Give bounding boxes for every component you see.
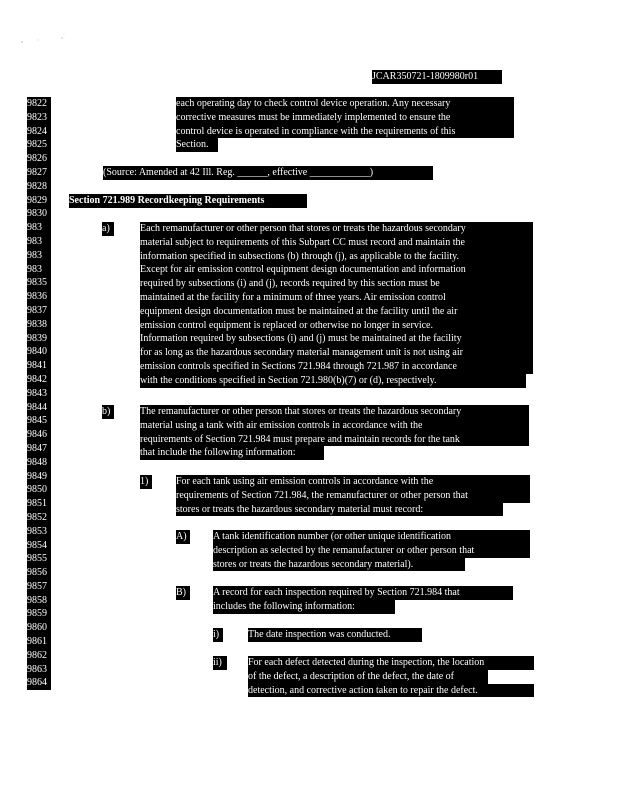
text-line: each operating day to check control device operation. Any necessary <box>176 97 514 111</box>
line-number: 9853 <box>27 525 51 539</box>
text-line: includes the following information: <box>213 600 395 614</box>
subsection-label: i) <box>213 628 223 642</box>
text-line: emission controls specified in Sections 721.984 through 721.987 in accordance <box>140 360 533 374</box>
line-number: 9829 <box>27 194 51 208</box>
line-number: 9835 <box>27 276 51 290</box>
text-line: detection, and corrective action taken to repair the defect. <box>248 684 534 698</box>
subsection-label: B) <box>176 586 190 600</box>
line-number: 9852 <box>27 511 51 525</box>
line-number: 9860 <box>27 621 51 635</box>
line-number: 9825 <box>27 138 51 152</box>
text-line: of the defect, a description of the defect, the date of <box>248 670 488 684</box>
subsection-label: b) <box>102 405 114 419</box>
text-line: For each defect detected during the inspection, the location <box>248 656 534 670</box>
line-number-column <box>27 97 51 690</box>
text-line: emission control equipment is replaced or otherwise no longer in service. <box>140 319 533 333</box>
text-line: Section. <box>176 138 218 152</box>
subsection-ii-text <box>248 656 534 697</box>
text-line: requirements of Section 721.984, the remanufacturer or other person that <box>176 489 530 503</box>
subsection-B-text <box>213 586 513 614</box>
line-number: 9850 <box>27 483 51 497</box>
line-number: 9856 <box>27 566 51 580</box>
text-line: Information required by subsections (i) and (j) must be maintained at the facility <box>140 332 533 346</box>
line-number: 9844 <box>27 401 51 415</box>
line-number: 9826 <box>27 152 51 166</box>
line-number: 9837 <box>27 304 51 318</box>
line-number: 9861 <box>27 635 51 649</box>
source-note: (Source: Amended at 42 Ill. Reg. ______, effective ____________) <box>103 166 433 180</box>
text-line: control device is operated in compliance with the requirements of this <box>176 125 514 139</box>
line-number: 9855 <box>27 552 51 566</box>
line-number: 9841 <box>27 359 51 373</box>
text-line: For each tank using air emission controls in accordance with the <box>176 475 530 489</box>
subsection-label: 1) <box>140 475 152 489</box>
continuation-paragraph <box>176 97 514 152</box>
line-number: 9823 <box>27 111 51 125</box>
line-number: 9828 <box>27 180 51 194</box>
text-line: required by subsections (i) and (j), records required by this section must be <box>140 277 533 291</box>
scan-smudge <box>18 30 68 50</box>
text-line: material using a tank with air emission controls in accordance with the <box>140 419 529 433</box>
line-number: 9839 <box>27 332 51 346</box>
document-code: JCAR350721-1809980r01 <box>372 70 502 84</box>
text-line: A record for each inspection required by Section 721.984 that <box>213 586 513 600</box>
text-line: with the conditions specified in Section 721.980(b)(7) or (d), respectively. <box>140 374 526 388</box>
line-number: 9824 <box>27 125 51 139</box>
line-number: 9863 <box>27 663 51 677</box>
subsection-A-text <box>213 530 530 571</box>
line-number: 9846 <box>27 428 51 442</box>
line-number: 9859 <box>27 607 51 621</box>
text-line: description as selected by the remanufacturer or other person that <box>213 544 530 558</box>
line-number: 9830 <box>27 207 51 221</box>
line-number: 9848 <box>27 456 51 470</box>
line-number: 9854 <box>27 539 51 553</box>
line-number: 9847 <box>27 442 51 456</box>
line-number: 983 <box>27 249 51 263</box>
text-line: The date inspection was conducted. <box>248 628 422 642</box>
line-number: 983 <box>27 235 51 249</box>
text-line: Except for air emission control equipment design documentation and information <box>140 263 533 277</box>
line-number: 9849 <box>27 470 51 484</box>
subsection-b1-text <box>176 475 530 516</box>
text-line: The remanufacturer or other person that stores or treats the hazardous secondary <box>140 405 529 419</box>
subsection-label: a) <box>102 222 114 236</box>
line-number: 9842 <box>27 373 51 387</box>
text-line: Each remanufacturer or other person that stores or treats the hazardous secondary <box>140 222 533 236</box>
text-line: maintained at the facility for a minimum of three years. Air emission control <box>140 291 533 305</box>
section-title: Section 721.989 Recordkeeping Requirements <box>69 194 307 208</box>
line-number: 9827 <box>27 166 51 180</box>
text-line: stores or treats the hazardous secondary material must record: <box>176 503 503 517</box>
line-number: 9840 <box>27 345 51 359</box>
subsection-label: ii) <box>213 656 227 670</box>
line-number: 983 <box>27 221 51 235</box>
text-line: material subject to requirements of this Subpart CC must record and maintain the <box>140 236 533 250</box>
line-number: 9843 <box>27 387 51 401</box>
line-number: 9851 <box>27 497 51 511</box>
line-number: 9858 <box>27 594 51 608</box>
text-line: stores or treats the hazardous secondary material). <box>213 558 465 572</box>
line-number: 983 <box>27 263 51 277</box>
text-line: requirements of Section 721.984 must prepare and maintain records for the tank <box>140 433 529 447</box>
text-line: for as long as the hazardous secondary material management unit is not using air <box>140 346 533 360</box>
subsection-b-text <box>140 405 529 460</box>
text-line: equipment design documentation must be maintained at the facility until the air <box>140 305 533 319</box>
subsection-i-text <box>248 628 422 642</box>
line-number: 9857 <box>27 580 51 594</box>
line-number: 9822 <box>27 97 51 111</box>
line-number: 9862 <box>27 649 51 663</box>
line-number: 9836 <box>27 290 51 304</box>
subsection-a-text <box>140 222 533 388</box>
text-line: that include the following information: <box>140 446 324 460</box>
text-line: information specified in subsections (b) through (j), as applicable to the facility. <box>140 250 533 264</box>
text-line: A tank identification number (or other unique identification <box>213 530 530 544</box>
line-number: 9838 <box>27 318 51 332</box>
line-number: 9864 <box>27 676 51 690</box>
line-number: 9845 <box>27 414 51 428</box>
subsection-label: A) <box>176 530 190 544</box>
text-line: corrective measures must be immediately implemented to ensure the <box>176 111 514 125</box>
